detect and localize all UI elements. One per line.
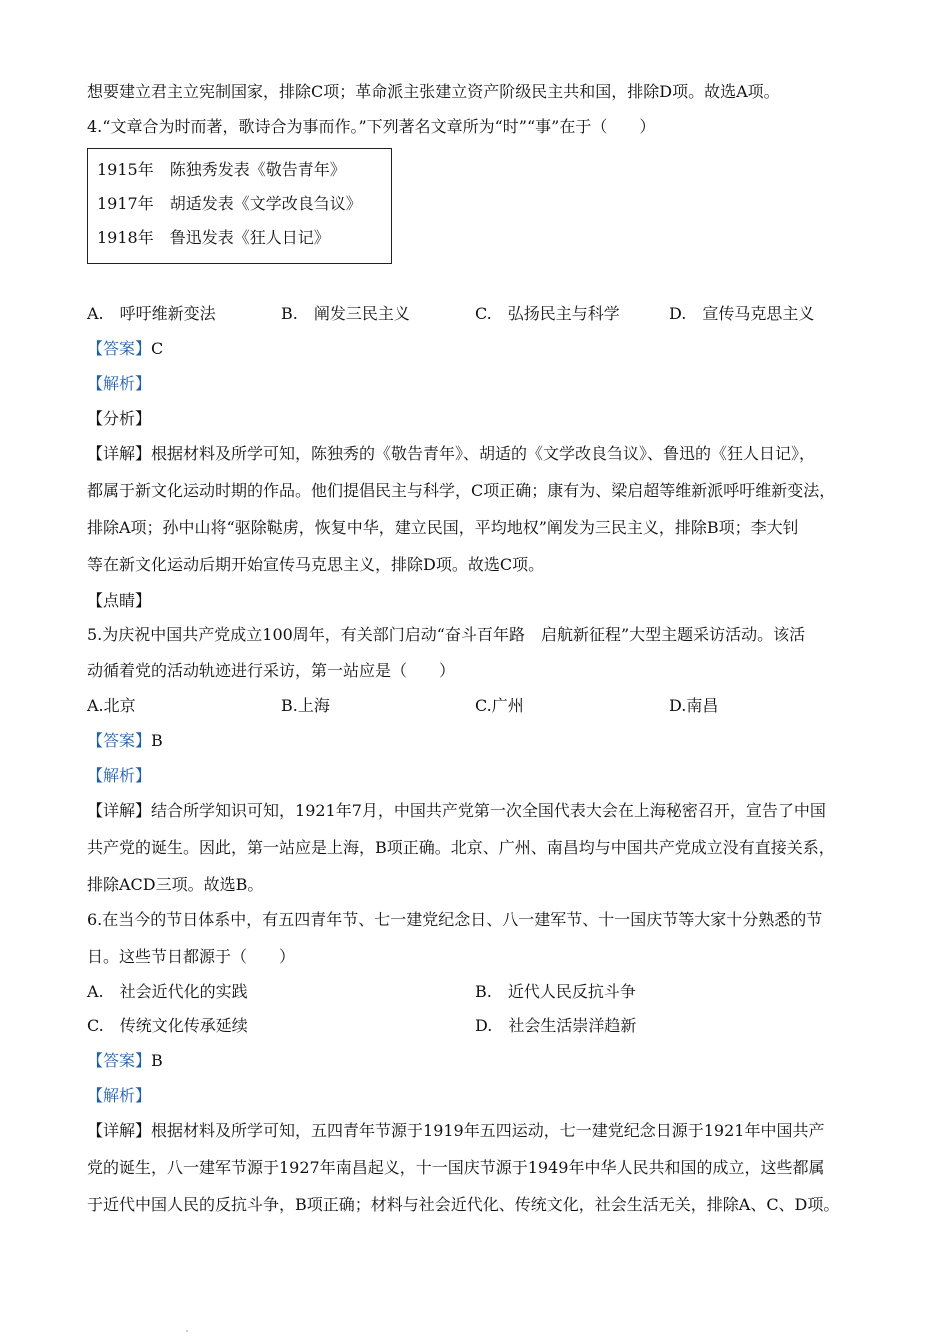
material-row: 1918年 鲁迅发表《狂人日记》 bbox=[97, 228, 330, 247]
q6-option-c: C. 传统文化传承延续 bbox=[87, 1016, 248, 1035]
answer-value: B bbox=[151, 731, 163, 750]
q4-option-c: C. 弘扬民主与科学 bbox=[475, 304, 620, 323]
q4-detail-line: 都属于新文化运动时期的作品。他们提倡民主与科学，C项正确；康有为、梁启超等维新派呼吁维新变法， bbox=[87, 481, 836, 500]
q6-analysis-tag: 【解析】 bbox=[87, 1086, 152, 1105]
question-6-stem: 日。这些节日都源于（ ） bbox=[87, 947, 296, 966]
q5-detail-line: 共产党的诞生。因此，第一站应是上海，B项正确。北京、广州、南昌均与中国共产党成立没有直接关系， bbox=[87, 838, 835, 857]
q5-option-d: D.南昌 bbox=[669, 696, 719, 715]
q4-fenxi-tag: 【分析】 bbox=[87, 409, 152, 428]
q6-detail-line bbox=[87, 1121, 824, 1141]
q4-detail-line: 等在新文化运动后期开始宣传马克思主义，排除D项。故选C项。 bbox=[87, 555, 545, 574]
q5-detail-line: 排除ACD三项。故选B。 bbox=[87, 875, 264, 894]
q4-option-d: D. 宣传马克思主义 bbox=[669, 304, 815, 323]
q5-option-c: C.广州 bbox=[475, 696, 524, 715]
q5-detail-line bbox=[87, 801, 826, 821]
q5-answer bbox=[87, 731, 163, 751]
question-6-stem: 6.在当今的节日体系中，有五四青年节、七一建党纪念日、八一建军节、十一国庆节等大家十分熟悉的节 bbox=[87, 910, 823, 929]
q6-detail-line: 党的诞生，八一建军节源于1927年南昌起义，十一国庆节源于1949年中华人民共和国的成立，这些都属 bbox=[87, 1158, 825, 1177]
q4-option-b: B. 阐发三民主义 bbox=[281, 304, 410, 323]
material-row: 1917年 胡适发表《文学改良刍议》 bbox=[97, 194, 362, 213]
q4-answer bbox=[87, 339, 163, 359]
question-4-stem: 4.“文章合为时而著，歌诗合为事而作。”下列著名文章所为“时”“事”在于（ ） bbox=[87, 117, 656, 136]
text-line: 想要建立君主立宪制国家，排除C项；革命派主张建立资产阶级民主共和国，排除D项。故选A项。 bbox=[87, 82, 780, 101]
footer-mark bbox=[186, 1330, 188, 1332]
answer-tag: 【答案】 bbox=[87, 339, 152, 358]
q6-detail-line: 于近代中国人民的反抗斗争，B项正确；材料与社会近代化、传统文化，社会生活无关，排除A、C、D项。 bbox=[87, 1195, 840, 1214]
q6-option-b: B. 近代人民反抗斗争 bbox=[475, 982, 636, 1001]
detail-text: 结合所学知识可知，1921年7月，中国共产党第一次全国代表大会在上海秘密召开，宣告了中国 bbox=[151, 801, 826, 820]
material-row: 1915年 陈独秀发表《敬告青年》 bbox=[97, 160, 346, 179]
detail-tag: 【详解】 bbox=[87, 444, 152, 463]
detail-text: 根据材料及所学可知，五四青年节源于1919年五四运动，七一建党纪念日源于1921年中国共产 bbox=[151, 1121, 825, 1140]
q4-option-a: A. 呼吁维新变法 bbox=[87, 304, 216, 323]
question-5-stem: 5.为庆祝中国共产党成立100周年，有关部门启动“奋斗百年路 启航新征程”大型主题采访活动。该活 bbox=[87, 625, 806, 644]
answer-tag: 【答案】 bbox=[87, 1051, 152, 1070]
answer-value: B bbox=[151, 1051, 163, 1070]
q5-option-b: B.上海 bbox=[281, 696, 330, 715]
q6-answer bbox=[87, 1051, 163, 1071]
q5-analysis-tag: 【解析】 bbox=[87, 766, 152, 785]
detail-tag: 【详解】 bbox=[87, 1121, 152, 1140]
q4-material-box bbox=[87, 148, 392, 264]
answer-value: C bbox=[151, 339, 164, 358]
q6-option-d: D. 社会生活崇洋趋新 bbox=[475, 1016, 637, 1035]
question-5-stem: 动循着党的活动轨迹进行采访，第一站应是（ ） bbox=[87, 661, 456, 680]
q4-detail-line bbox=[87, 444, 815, 464]
answer-tag: 【答案】 bbox=[87, 731, 152, 750]
q4-analysis-tag: 【解析】 bbox=[87, 374, 152, 393]
q4-dianjing-tag: 【点睛】 bbox=[87, 591, 152, 610]
detail-text: 根据材料及所学可知，陈独秀的《敬告青年》、胡适的《文学改良刍议》、鲁迅的《狂人日记》， bbox=[151, 444, 816, 463]
detail-tag: 【详解】 bbox=[87, 801, 152, 820]
q6-option-a: A. 社会近代化的实践 bbox=[87, 982, 248, 1001]
q4-detail-line: 排除A项；孙中山将“驱除鞑虏，恢复中华，建立民国，平均地权”阐发为三民主义，排除B项；李大钊 bbox=[87, 518, 799, 537]
q5-option-a: A.北京 bbox=[87, 696, 136, 715]
